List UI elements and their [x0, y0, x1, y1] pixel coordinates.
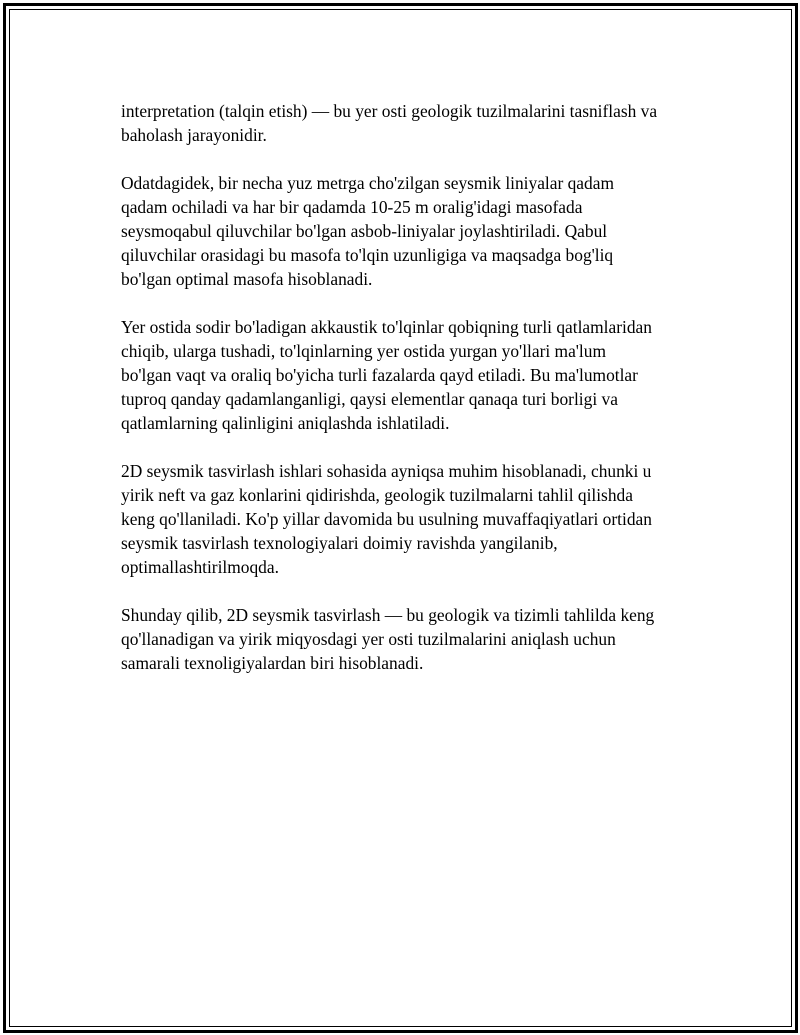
paragraph-acoustic-waves: Yer ostida sodir bo'ladigan akkaustik to'lqinlar qobiqning turli qatlamlaridan chiqib, ularga tushadi, to'lqinlarning yer ostida yurgan yo'llari ma'lum bo'lgan vaqt va oraliq bo'yicha turli fazalarda qayd etiladi. Bu ma'lumotlar tuproq qanday qadamlanganligi, qaysi elementlar qanaqa turi borligi va qatlamlarning qalinligini aniqlashda ishlatiladi.	[121, 317, 652, 433]
paragraph-2d-imaging: 2D seysmik tasvirlash ishlari sohasida ayniqsa muhim hisoblanadi, chunki u yirik neft va gaz konlarini qidirishda, geologik tuzilmalarni tahlil qilishda keng qo'llaniladi. Ko'p yillar davomida bu usulning muvaffaqiyatlari ortidan seysmik tasvirlash texnologiyalari doimiy ravishda yangilanib, optimallashtirilmoqda.	[121, 461, 652, 577]
page-frame	[3, 3, 798, 1033]
paragraph-seismic-lines: Odatdagidek, bir necha yuz metrga cho'zilgan seysmik liniyalar qadam qadam ochiladi va har bir qadamda 10-25 m oralig'idagi masofada seysmoqabul qiluvchilar bo'lgan asbob-liniyalar joylashtiriladi. Qabul qiluvchilar orasidagi bu masofa to'lqin uzunligiga va maqsadga bog'liq bo'lgan optimal masofa hisoblanadi.	[121, 173, 614, 289]
page-body	[121, 99, 696, 699]
paragraph-conclusion: Shunday qilib, 2D seysmik tasvirlash — bu geologik va tizimli tahlilda keng qo'llanadigan va yirik miqyosdagi yer osti tuzilmalarini aniqlash uchun samarali texnoligiyalardan biri hisoblanadi.	[121, 605, 655, 673]
paragraph-interpretation: interpretation (talqin etish) — bu yer osti geologik tuzilmalarini tasniflash va baholash jarayonidir.	[121, 101, 658, 145]
